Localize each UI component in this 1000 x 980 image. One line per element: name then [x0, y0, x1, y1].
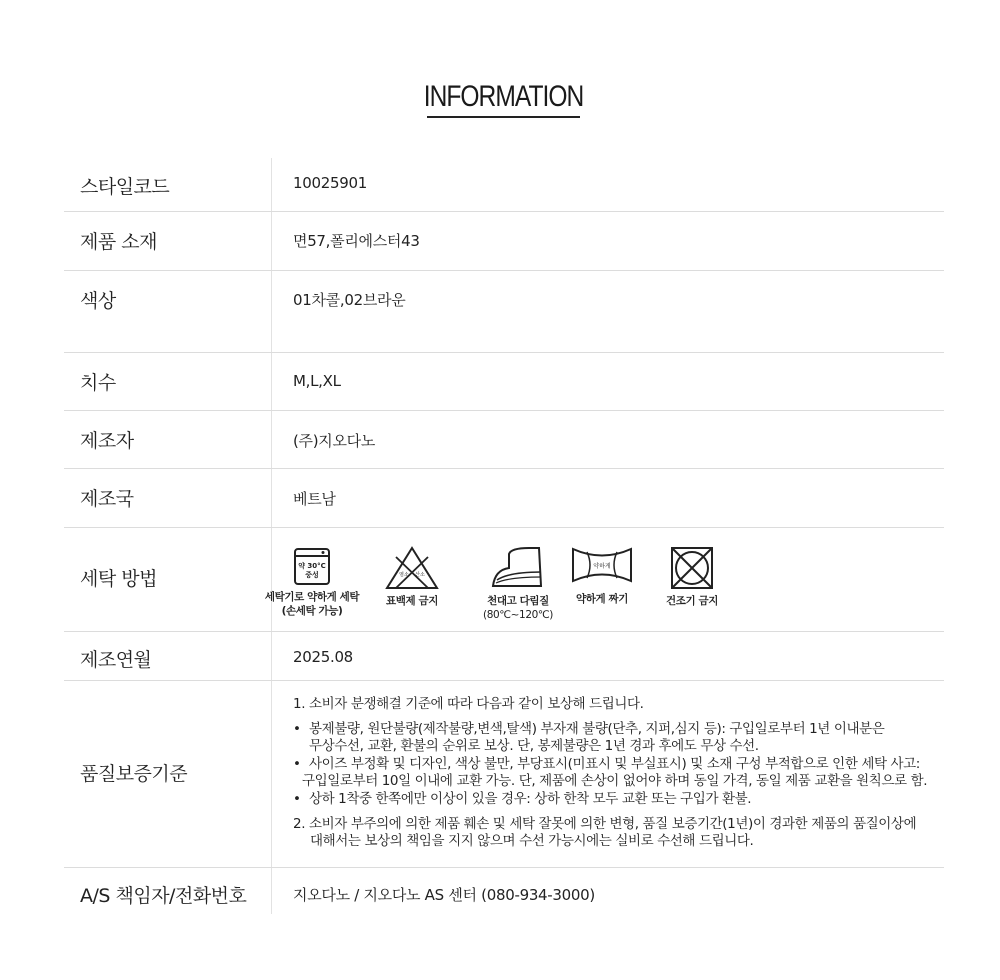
row-label: 색상 [80, 290, 116, 312]
bleach-oxygen-text: 산소 [415, 572, 425, 578]
bleach-chlorine-text: 염소 [399, 572, 409, 578]
care-caption: 천대고 다림질 [487, 595, 549, 607]
quality-marker: 1. [293, 696, 306, 712]
care-item-bleach [374, 546, 450, 608]
table-row-washing [64, 528, 944, 632]
table-row-quality [64, 681, 944, 868]
quality-line [293, 833, 753, 850]
quality-marker: • [293, 721, 301, 737]
care-caption: 건조기 금지 [666, 595, 718, 607]
quality-line [293, 791, 751, 808]
page-title: INFORMATION [423, 80, 584, 113]
care-caption-sub: (80℃~120℃) [483, 609, 553, 621]
quality-line [293, 756, 920, 773]
iron-icon [489, 546, 547, 590]
row-value: 01차콜,02브라운 [293, 291, 406, 309]
quality-line [293, 696, 644, 713]
row-value: 지오다노 / 지오다노 AS 센터 (080-934-3000) [293, 886, 595, 904]
no-bleach-icon [385, 546, 439, 590]
row-label: 제조연월 [80, 649, 152, 671]
table-row-manufacturer [64, 411, 944, 469]
row-label: 치수 [80, 372, 116, 394]
care-item-wash [256, 546, 368, 618]
care-item-iron [470, 546, 566, 622]
row-label: 제품 소재 [80, 231, 157, 253]
row-value: 면57,폴리에스터43 [293, 232, 420, 250]
row-label: A/S 책임자/전화번호 [80, 885, 247, 907]
care-caption: 세탁기로 약하게 세탁 [264, 591, 360, 603]
row-value: 2025.08 [293, 648, 353, 666]
quality-text: 상하 1착중 한쪽에만 이상이 있을 경우: 상하 한착 모두 교환 또는 구입가 환불. [309, 791, 752, 807]
row-label: 스타일코드 [80, 176, 170, 198]
wash-detergent-text: 중성 [305, 571, 319, 579]
row-label: 품질보증기준 [80, 763, 188, 785]
care-caption-sub: (손세탁 가능) [281, 605, 343, 617]
quality-line [293, 738, 759, 755]
row-value: 10025901 [293, 174, 367, 192]
care-item-wring [560, 546, 644, 606]
quality-text: 소비자 분쟁해결 기준에 따라 다음과 같이 보상해 드립니다. [309, 696, 644, 712]
quality-line [293, 773, 927, 790]
table-row-date [64, 632, 944, 681]
table-row-country [64, 469, 944, 528]
quality-text: 봉제불량, 원단불량(제작불량,변색,탈색) 부자재 불량(단추, 지퍼,심지 등): 구입일로부터 1년 이내분은 [309, 721, 885, 737]
row-value: (주)지오다노 [293, 432, 376, 450]
wash-machine-icon [292, 546, 332, 586]
quality-text: 무상수선, 교환, 환불의 순위로 보상. 단, 봉제불량은 1년 경과 후에도 무상 수선. [309, 738, 759, 754]
table-row-style-code [64, 158, 944, 212]
row-label: 제조국 [80, 488, 134, 510]
quality-line [293, 721, 884, 738]
wring-label-text: 약하게 [593, 563, 611, 570]
row-value: 베트남 [293, 490, 336, 508]
table-row-material [64, 212, 944, 271]
table-row-as [64, 868, 944, 914]
care-instructions [264, 546, 730, 626]
quality-marker: • [293, 756, 301, 772]
table-row-size [64, 353, 944, 411]
title-underline [427, 116, 580, 118]
care-caption: 표백제 금지 [386, 595, 438, 607]
wash-temp-text: 약 30°C [298, 562, 326, 570]
table-row-color [64, 271, 944, 353]
gentle-wring-icon [571, 546, 633, 584]
quality-text: 대해서는 보상의 책임을 지지 않으며 수선 가능시에는 실비로 수선해 드립니다. [310, 833, 754, 849]
quality-line [293, 816, 916, 833]
no-tumble-dry-icon [670, 546, 714, 590]
care-item-dryer [656, 546, 728, 608]
quality-text: 사이즈 부정확 및 디자인, 색상 불만, 부당표시(미표시 및 부실표시) 및 소재 구성 부적합으로 인한 세탁 사고: [309, 756, 920, 772]
quality-text: 구입일로부터 10일 이내에 교환 가능. 단, 제품에 손상이 없어야 하며 동일 가격, 동일 제품 교환을 원칙으로 함. [302, 773, 928, 789]
care-caption: 약하게 짜기 [576, 593, 628, 605]
row-label: 세탁 방법 [80, 568, 157, 590]
quality-marker: 2. [293, 816, 306, 832]
quality-marker: • [293, 791, 301, 807]
row-label: 제조자 [80, 430, 134, 452]
row-value: M,L,XL [293, 372, 341, 390]
quality-text: 소비자 부주의에 의한 제품 훼손 및 세탁 잘못에 의한 변형, 품질 보증기간(1년)이 경과한 제품의 품질이상에 [309, 816, 917, 832]
